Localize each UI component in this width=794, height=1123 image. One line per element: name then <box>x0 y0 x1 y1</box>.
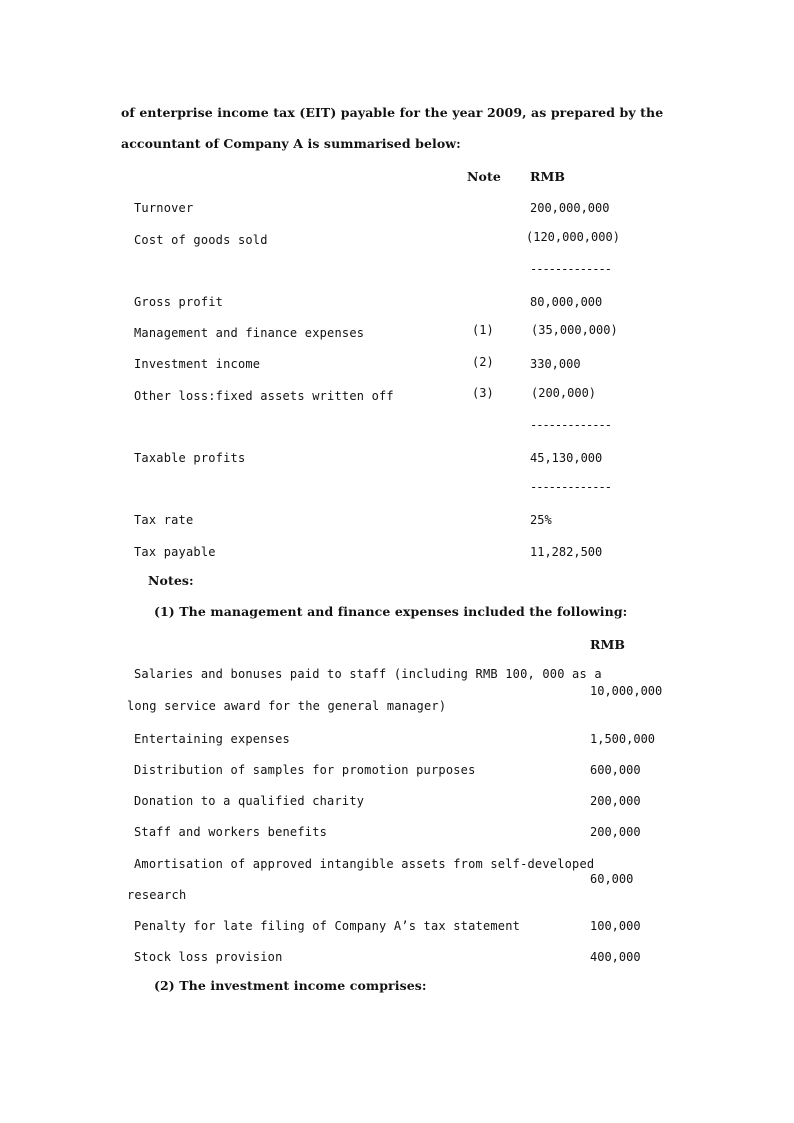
separator-line: ------------- <box>530 418 611 432</box>
intro-line-1: of enterprise income tax (EIT) payable for the year 2009, as prepared by the <box>121 105 664 120</box>
row-amount-gross-profit: 80,000,000 <box>530 295 603 309</box>
row-amount-cogs: (120,000,000) <box>526 230 620 244</box>
row-note-investment-income: (2) <box>472 355 494 369</box>
note-1-row-amount-donation: 200,000 <box>590 794 641 808</box>
row-label-tax-payable: Tax payable <box>134 545 216 559</box>
note-1-row-label-penalty: Penalty for late filing of Company A’s tax statement <box>134 919 521 933</box>
note-1-row-amount-penalty: 100,000 <box>590 919 641 933</box>
intro-line-2: accountant of Company A is summarised below: <box>121 136 461 151</box>
row-amount-management-expenses: (35,000,000) <box>531 323 618 337</box>
row-label-other-loss: Other loss:fixed assets written off <box>134 389 394 403</box>
column-header-rmb: RMB <box>530 169 566 184</box>
note-2-heading: (2) The investment income comprises: <box>154 978 427 993</box>
row-amount-investment-income: 330,000 <box>530 357 581 371</box>
note-1-row-amount-amortisation: 60,000 <box>590 872 634 886</box>
note-1-row-label-amortisation: Amortisation of approved intangible assets from self-developed <box>134 857 595 871</box>
note-1-row-label-salaries-cont: long service award for the general manager) <box>127 699 447 713</box>
row-amount-turnover: 200,000,000 <box>530 201 610 215</box>
row-label-turnover: Turnover <box>134 201 194 215</box>
separator-line: ------------- <box>530 262 611 276</box>
row-label-gross-profit: Gross profit <box>134 295 224 309</box>
row-amount-tax-payable: 11,282,500 <box>530 545 603 559</box>
note-1-row-amount-staff-benefits: 200,000 <box>590 825 641 839</box>
note-1-heading: (1) The management and finance expenses included the following: <box>154 604 628 619</box>
row-label-tax-rate: Tax rate <box>134 513 194 527</box>
row-note-management-expenses: (1) <box>472 323 494 337</box>
row-amount-other-loss: (200,000) <box>531 386 597 400</box>
note-1-row-amount-stock-loss: 400,000 <box>590 950 641 964</box>
note-1-row-amount-salaries: 10,000,000 <box>590 684 663 698</box>
row-label-investment-income: Investment income <box>134 357 261 371</box>
note-1-row-label-entertaining: Entertaining expenses <box>134 732 290 746</box>
note-1-row-label-amortisation-cont: research <box>127 888 187 902</box>
note-1-row-label-donation: Donation to a qualified charity <box>134 794 365 808</box>
note-1-row-amount-entertaining: 1,500,000 <box>590 732 656 746</box>
note-1-column-header-rmb: RMB <box>590 637 626 652</box>
row-label-management-expenses: Management and finance expenses <box>134 326 365 340</box>
row-note-other-loss: (3) <box>472 386 494 400</box>
row-amount-tax-rate: 25% <box>530 513 552 527</box>
separator-line: ------------- <box>530 480 611 494</box>
note-1-row-label-samples: Distribution of samples for promotion purposes <box>134 763 476 777</box>
note-1-row-label-staff-benefits: Staff and workers benefits <box>134 825 328 839</box>
notes-heading: Notes: <box>148 573 194 588</box>
row-amount-taxable-profits: 45,130,000 <box>530 451 603 465</box>
row-label-cogs: Cost of goods sold <box>134 233 268 247</box>
row-label-taxable-profits: Taxable profits <box>134 451 246 465</box>
note-1-row-label-salaries: Salaries and bonuses paid to staff (including RMB 100, 000 as a <box>134 667 602 681</box>
note-1-row-amount-samples: 600,000 <box>590 763 641 777</box>
note-1-row-label-stock-loss: Stock loss provision <box>134 950 283 964</box>
column-header-note: Note <box>467 169 501 184</box>
